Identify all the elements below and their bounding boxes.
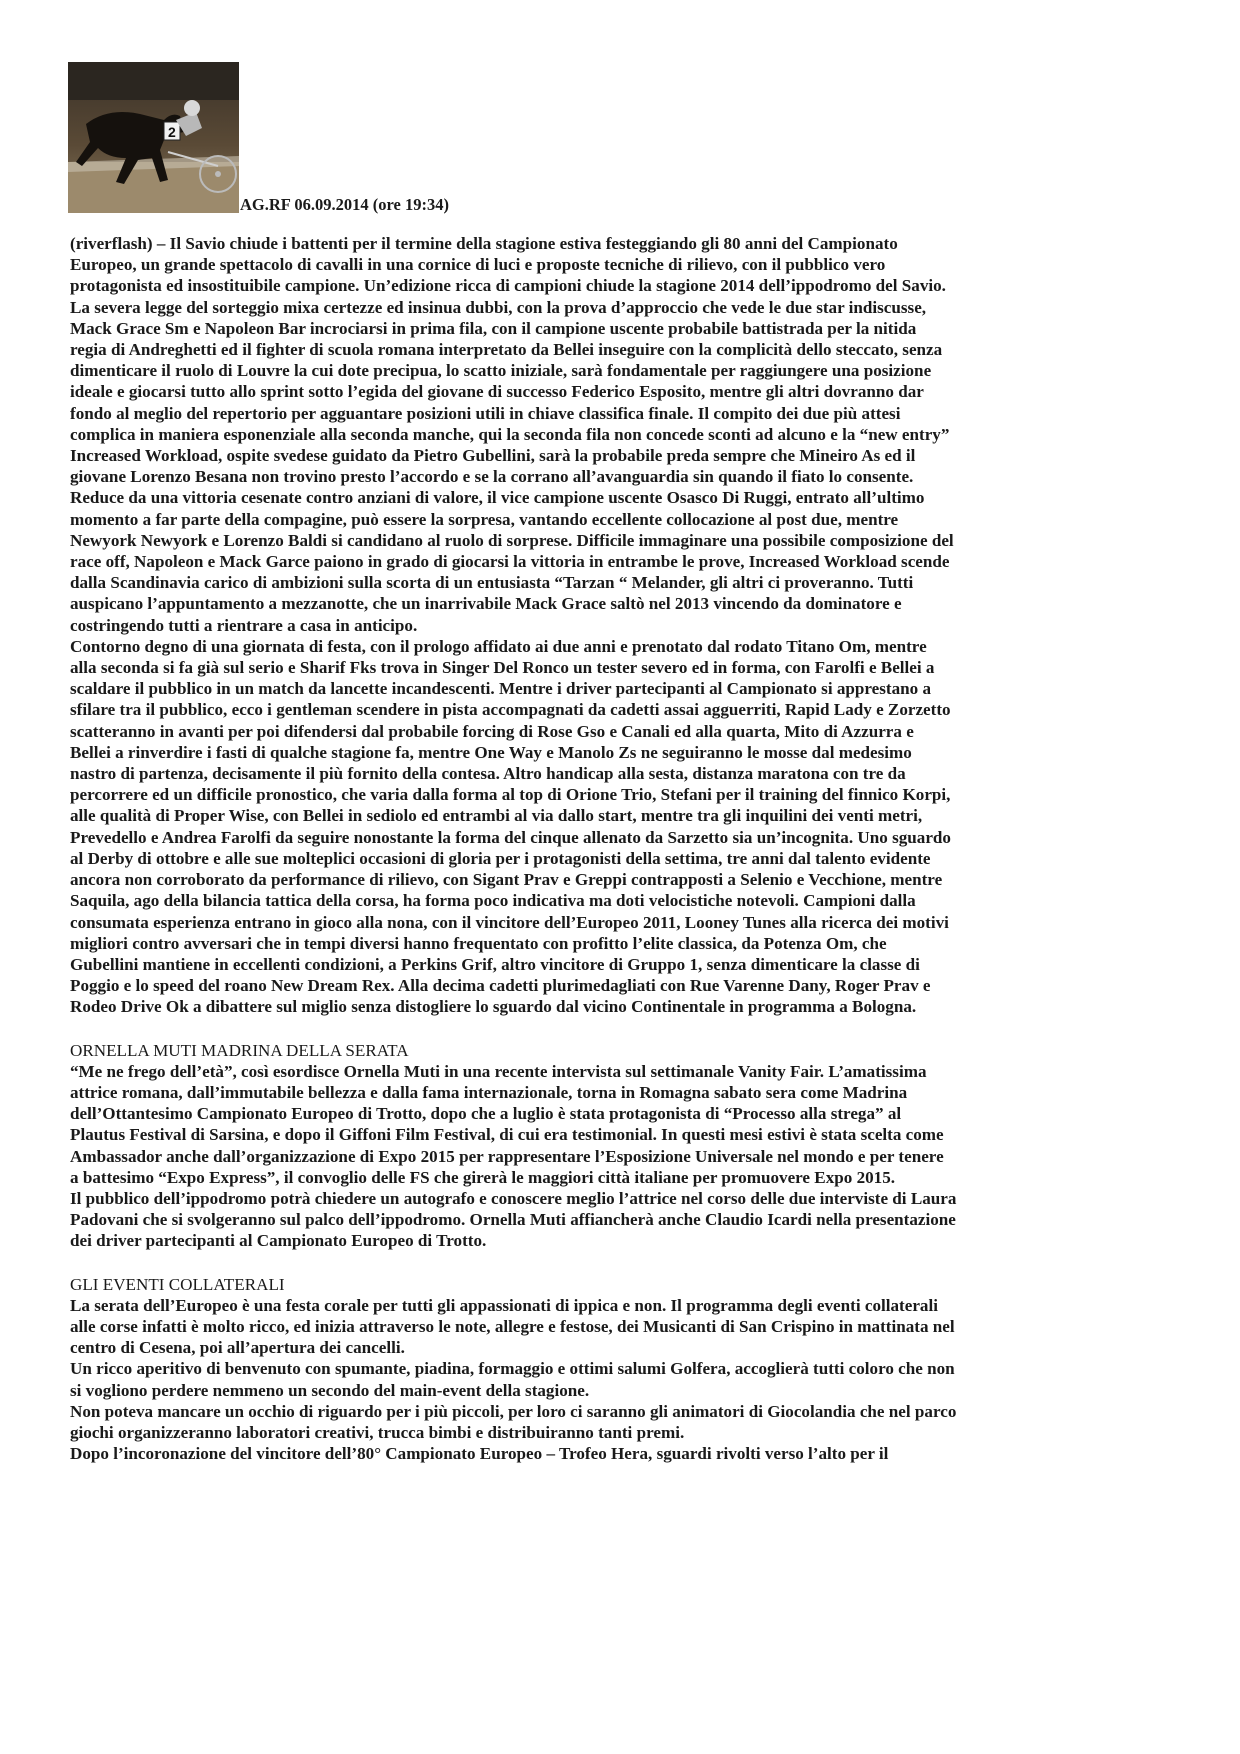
text-line: migliori contro avversari che in tempi diversi hanno frequentato con profitto l’elite classica, da Potenza Om, che [70,933,887,953]
text-line: Padovani che si svolgeranno sul palco dell’ippodromo. Ornella Muti affiancherà anche Claudio Icardi nella presentazione [70,1210,956,1230]
article-paragraph-main [70,233,1182,1018]
text-line: Increased Workload, ospite svedese guidato da Pietro Gubellini, sarà la probabile preda sempre che Mineiro As ed il [70,446,916,466]
text-line: protagonista ed insostituibile campione. Un’edizione ricca di campioni chiude la stagione 2014 dell’ippodromo del Savio. [70,276,946,296]
text-line: percorrere ed un difficile pronostico, che varia dalla forma al top di Orione Trio, Stefani per il training del finnico Korpi, [70,785,951,805]
text-line: dalla Scandinavia carico di ambizioni sulla scorta di un entusiasta “Tarzan “ Melander, gli altri ci proveranno. Tutti [70,573,914,593]
text-line: sfilare tra il pubblico, ecco i gentleman scendere in pista accompagnati da cadetti assai agguerriti, Rapid Lady e Zorzetto [70,700,951,720]
text-line: ancora non corroborato da performance di rilievo, con Sigant Prav e Greppi contrapposti a Selenio e Vecchione, mentre [70,870,943,890]
svg-text:2: 2 [168,124,176,140]
article-body [70,233,1182,1464]
text-line: Prevedello e Andrea Farolfi da seguire nonostante la forma del cinque allenato da Sarzetto sia un’incognita. Uno sguardo [70,827,951,847]
paragraph-spacer [70,1018,1182,1040]
text-line: alle qualità di Proper Wise, con Bellei in sediolo ed entrambi al via dallo start, mentre tra gli inquilini dei venti metri, [70,806,923,826]
text-line: nastro di partenza, decisamente il più fornito della contesa. Altro handicap alla sesta, distanza maratona con tre da [70,764,906,784]
harness-racing-photo [68,62,239,213]
text-line: Non poteva mancare un occhio di riguardo per i più piccoli, per loro ci saranno gli animatori di Giocolandia che nel parco [70,1401,957,1421]
article-paragraph-eventi [70,1295,1182,1465]
text-line: La severa legge del sorteggio mixa certezze ed insinua dubbi, con la prova d’approccio che vede le due star indiscusse, [70,297,927,317]
text-line: fondo al meglio del repertorio per agguantare posizioni utili in chiave classifica finale. Il compito dei due più attesi [70,403,901,423]
text-line: ideale e giocarsi tutto allo sprint sotto l’egida del giovane di successo Federico Esposito, mentre gli altri dovranno dar [70,382,924,402]
text-line: regia di Andreghetti ed il fighter di scuola romana interpretato da Bellei inseguire con la complicità dello steccato, senza [70,340,943,360]
section-heading-madrina: ORNELLA MUTI MADRINA DELLA SERATA [70,1040,409,1060]
text-line: Un ricco aperitivo di benvenuto con spumante, piadina, formaggio e ottimi salumi Golfera, accoglierà tutti coloro che non [70,1359,955,1379]
text-line: Newyork Newyork e Lorenzo Baldi si candidano al ruolo di sorprese. Difficile immaginare una possibile composizione del [70,530,954,550]
text-line: Il pubblico dell’ippodromo potrà chiedere un autografo e conoscere meglio l’attrice nel corso delle due interviste di Laura [70,1188,957,1208]
text-line: Reduce da una vittoria cesenate contro anziani di valore, il vice campione uscente Osasco Di Ruggi, entrato all’ultimo [70,488,925,508]
text-line: Gubellini mantiene in eccellenti condizioni, a Perkins Grif, altro vincitore di Gruppo 1, senza dimenticare la classe di [70,954,920,974]
paragraph-spacer [70,1252,1182,1274]
dateline: AG.RF 06.09.2014 (ore 19:34) [240,195,449,214]
text-line: consumata esperienza entrano in gioco alla nona, con il vincitore dell’Europeo 2011, Looney Tunes alla ricerca dei motivi [70,912,949,932]
text-line: costringendo tutti a rientrare a casa in anticipo. [70,615,418,635]
text-line: (riverflash) – Il Savio chiude i battenti per il termine della stagione estiva festeggiando gli 80 anni del Campionato [70,234,898,253]
text-line: Bellei a rinverdire i fasti di qualche stagione fa, mentre One Way e Manolo Zs ne seguiranno le mosse dal medesimo [70,742,912,762]
text-line: si vogliono perdere nemmeno un secondo del main-event della stagione. [70,1380,590,1400]
text-line: Saquila, ago della bilancia tattica della corsa, ha forma poco indicativa ma doti velocistiche notevoli. Campioni dalla [70,891,916,911]
text-line: dimenticare il ruolo di Louvre la cui dote precipua, lo scatto iniziale, sarà fondamentale per raggiungere una posizione [70,361,932,381]
text-line: Contorno degno di una giornata di festa, con il prologo affidato ai due anni e prenotato dal rodato Titano Om, mentre [70,636,927,656]
text-line: Poggio e lo speed del roano New Dream Rex. Alla decima cadetti plurimedagliati con Rue Varenne Dany, Roger Prav e [70,976,931,996]
text-line: “Me ne frego dell’età”, così esordisce Ornella Muti in una recente intervista sul settimanale Vanity Fair. L’amatissima [70,1061,927,1081]
text-line: alle corse infatti è molto ricco, ed inizia attraverso le note, allegre e festose, dei Musicanti di San Crispino in mattinata nel [70,1316,955,1336]
text-line: Dopo l’incoronazione del vincitore dell’80° Campionato Europeo – Trofeo Hera, sguardi rivolti verso l’alto per il [70,1444,889,1464]
text-line: giovane Lorenzo Besana non trovino presto l’accordo e se la corrano all’avanguardia sin quando il fiato lo consente. [70,467,914,487]
text-line: Mack Grace Sm e Napoleon Bar incrociarsi in prima fila, con il campione uscente probabile battistrada per la nitida [70,318,917,338]
text-line: scatteranno in avanti per poi difendersi dal probabile forcing di Rose Gso e Canali ed alla quarta, Mito di Azzurra e [70,721,914,741]
text-line: race off, Napoleon e Mack Garce paiono in grado di giocarsi la vittoria in entrambe le prove, Increased Workload scende [70,552,950,572]
text-line: Plautus Festival di Sarsina, e dopo il Giffoni Film Festival, di cui era testimonial. In questi mesi estivi è stata scelta come [70,1125,944,1145]
text-line: scaldare il pubblico in un match da lancette incandescenti. Mentre i driver partecipanti al Campionato si apprestano a [70,679,932,699]
text-line: attrice romana, dall’immutabile bellezza e dalla fama internazionale, torna in Romagna sabato sera come Madrina [70,1082,908,1102]
text-line: Ambassador anche dall’organizzazione di Expo 2015 per rappresentare l’Esposizione Universale nel mondo e per tenere [70,1146,944,1166]
text-line: al Derby di ottobre e alle sue molteplici occasioni di gloria per i protagonisti della settima, tre anni dal talento evidente [70,848,931,868]
section-heading-eventi: GLI EVENTI COLLATERALI [70,1274,285,1294]
text-line: centro di Cesena, poi all’apertura dei cancelli. [70,1338,405,1358]
text-line: dei driver partecipanti al Campionato Europeo di Trotto. [70,1231,487,1251]
text-line: complica in maniera esponenziale alla seconda manche, qui la seconda fila non concede sconti ad alcuno e la “new entry” [70,424,950,444]
text-line: La serata dell’Europeo è una festa corale per tutti gli appassionati di ippica e non. Il programma degli eventi collaterali [70,1295,938,1315]
text-line: alla seconda si fa già sul serio e Sharif Fks trova in Singer Del Ronco un tester severo ed in forma, con Farolfi e Bellei a [70,658,935,678]
text-line: auspicano l’appuntamento a mezzanotte, che un inarrivabile Mack Grace saltò nel 2013 vincendo da dominatore e [70,594,902,614]
text-line: Rodeo Drive Ok a dibattere sul miglio senza distogliere lo sguardo dal vicino Continentale in programma a Bologna. [70,997,917,1017]
text-line: dell’Ottantesimo Campionato Europeo di Trotto, dopo che a luglio è stata protagonista di “Processo alla strega” al [70,1104,902,1124]
text-line: momento a far parte della compagine, può essere la sorpresa, vantando eccellente collocazione al post due, mentre [70,509,899,529]
text-line: Europeo, un grande spettacolo di cavalli in una cornice di luci e proposte tecniche di rilievo, con il pubblico vero [70,255,886,275]
text-line: giochi organizzeranno laboratori creativi, trucca bimbi e distribuiranno tanti premi. [70,1422,685,1442]
text-line: a battesimo “Expo Express”, il convoglio delle FS che girerà le maggiori città italiane per promuovere Expo 2015. [70,1167,896,1187]
article-paragraph-madrina [70,1061,1182,1252]
